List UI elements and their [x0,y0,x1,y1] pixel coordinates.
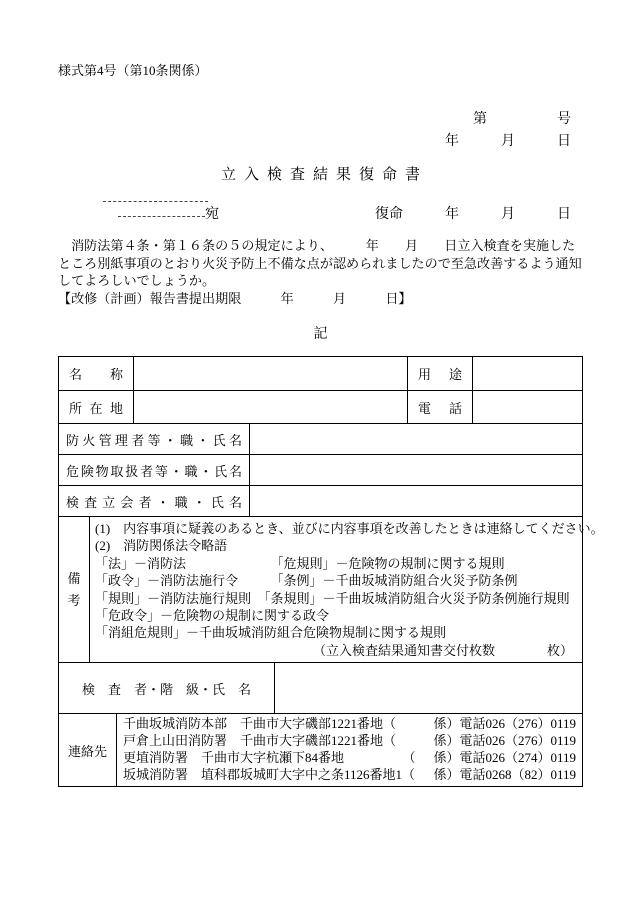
hazmat-handler-row [59,454,582,485]
fire-manager-label: 防火管理者等・職・氏名 [66,432,242,448]
notes-line: (1) 内容事項に疑義のあるとき、並びに内容事項を改善したときは連絡してください。 [95,521,604,536]
inspector-value-cell [274,663,582,713]
notes-line: 「政令」－消防法施行令 「条例」－千曲坂城消防組合火災予防条例 [95,573,518,589]
contact-phone: 係）電話026（274）0119 [433,750,576,766]
contact-row [59,713,582,786]
document-number-block [58,109,583,153]
hazmat-handler-value-cell [249,455,582,485]
report-date-line: 復命 年 月 日 [375,207,571,222]
addressee-line [58,192,583,226]
notes-line: 「消組危規則」－千曲坂城消防組合危険物規制に関する規則 [95,625,447,641]
addressee-blank-line-2 [118,216,205,217]
inspector-label: 検 査 者・階 級・氏 名 [81,681,251,697]
notes-line: (2) 消防関係法令略語 [95,538,228,554]
contact-list-cell [116,714,582,786]
addressee-suffix: 宛 [205,207,219,222]
body-line-2: ところ別紙事項のとおり火災予防上不備な点が認められましたので至急改善するよう通知 [58,255,582,271]
witness-label-cell [59,486,249,516]
fire-manager-row [59,423,582,454]
document-number-line: 第 号 [473,112,571,127]
page-title: 立入検査結果復命書 [220,167,428,183]
contact-line [123,767,576,784]
notes-content-cell [89,517,604,662]
contact-label-cell [59,714,116,786]
contact-office-address: 坂城消防署 埴科郡坂城町大字中之条1126番地1（ [123,766,416,782]
notes-line: 「規則」－消防法施行規則 「条規則」－千曲坂城消防組合火災予防条例施行規則 [95,590,570,606]
body-line-1: 消防法第４条・第１６条の５の規定により、 年 月 日立入検査を実施した [58,238,576,253]
body-line-3: してよろしいでしょうか。 [58,273,216,288]
deadline-line: 【改修（計画）報告書提出期限 年 月 日】 [58,290,412,306]
contact-line [123,716,576,733]
inspector-label-cell [59,663,274,713]
witness-label: 検査立会者・職・氏名 [66,494,242,510]
witness-value-cell [249,486,582,516]
inspector-row [59,662,582,713]
witness-row [59,485,582,516]
contact-phone: 係）電話026（276）0119 [433,733,576,749]
name-label-cell [59,357,133,390]
contact-line [123,733,576,750]
notes-line: 「法」－消防法 「危規則」－危険物の規制に関する規則 [95,555,505,571]
use-label: 用途 [418,367,462,382]
notes-row [59,516,604,662]
use-label-cell [407,357,472,390]
contact-label: 連絡先 [67,743,107,759]
contact-phone: 係）電話0268（82）0119 [433,766,576,782]
hazmat-handler-label-cell [59,455,249,485]
contact-office-address: 戸倉上山田消防署 千曲市大字磯部1221番地（ [123,733,397,749]
addressee-blank-line-1 [103,201,208,202]
notes-issued-sheets-line: （立入検査結果通知書交付枚数 枚） [312,642,573,658]
fire-manager-value-cell [249,424,582,454]
phone-label: 電話 [418,400,462,416]
name-label: 名称 [69,367,123,382]
notes-line: 「危政令」－危険物の規制に関する政令 [95,608,330,624]
contact-line [123,750,576,767]
address-value-cell [133,391,407,423]
document-date-line: 年 月 日 [445,134,571,149]
contact-office-address: 更埴消防署 千曲市大字杭瀬下84番地 （ [123,750,416,766]
phone-value-cell [472,391,582,423]
address-label-cell [59,391,133,423]
notes-label-cell [59,517,89,662]
body-paragraph [58,237,583,307]
name-use-row [59,357,582,390]
ki-heading: 記 [313,327,328,342]
contact-phone: 係）電話026（276）0119 [433,716,576,732]
form-table [58,356,604,787]
fire-manager-label-cell [59,424,249,454]
address-phone-row [59,390,582,423]
phone-label-cell [407,391,472,423]
name-value-cell [133,357,407,390]
use-value-cell [472,357,582,390]
contact-office-address: 千曲坂城消防本部 千曲市大字磯部1221番地（ [123,716,397,732]
notes-label: 備考 [67,570,81,608]
form-number-note: 様式第4号（第10条関係） [58,63,208,78]
address-label: 所在地 [69,400,123,416]
hazmat-handler-label: 危険物取扱者等・職・氏名 [66,463,242,479]
